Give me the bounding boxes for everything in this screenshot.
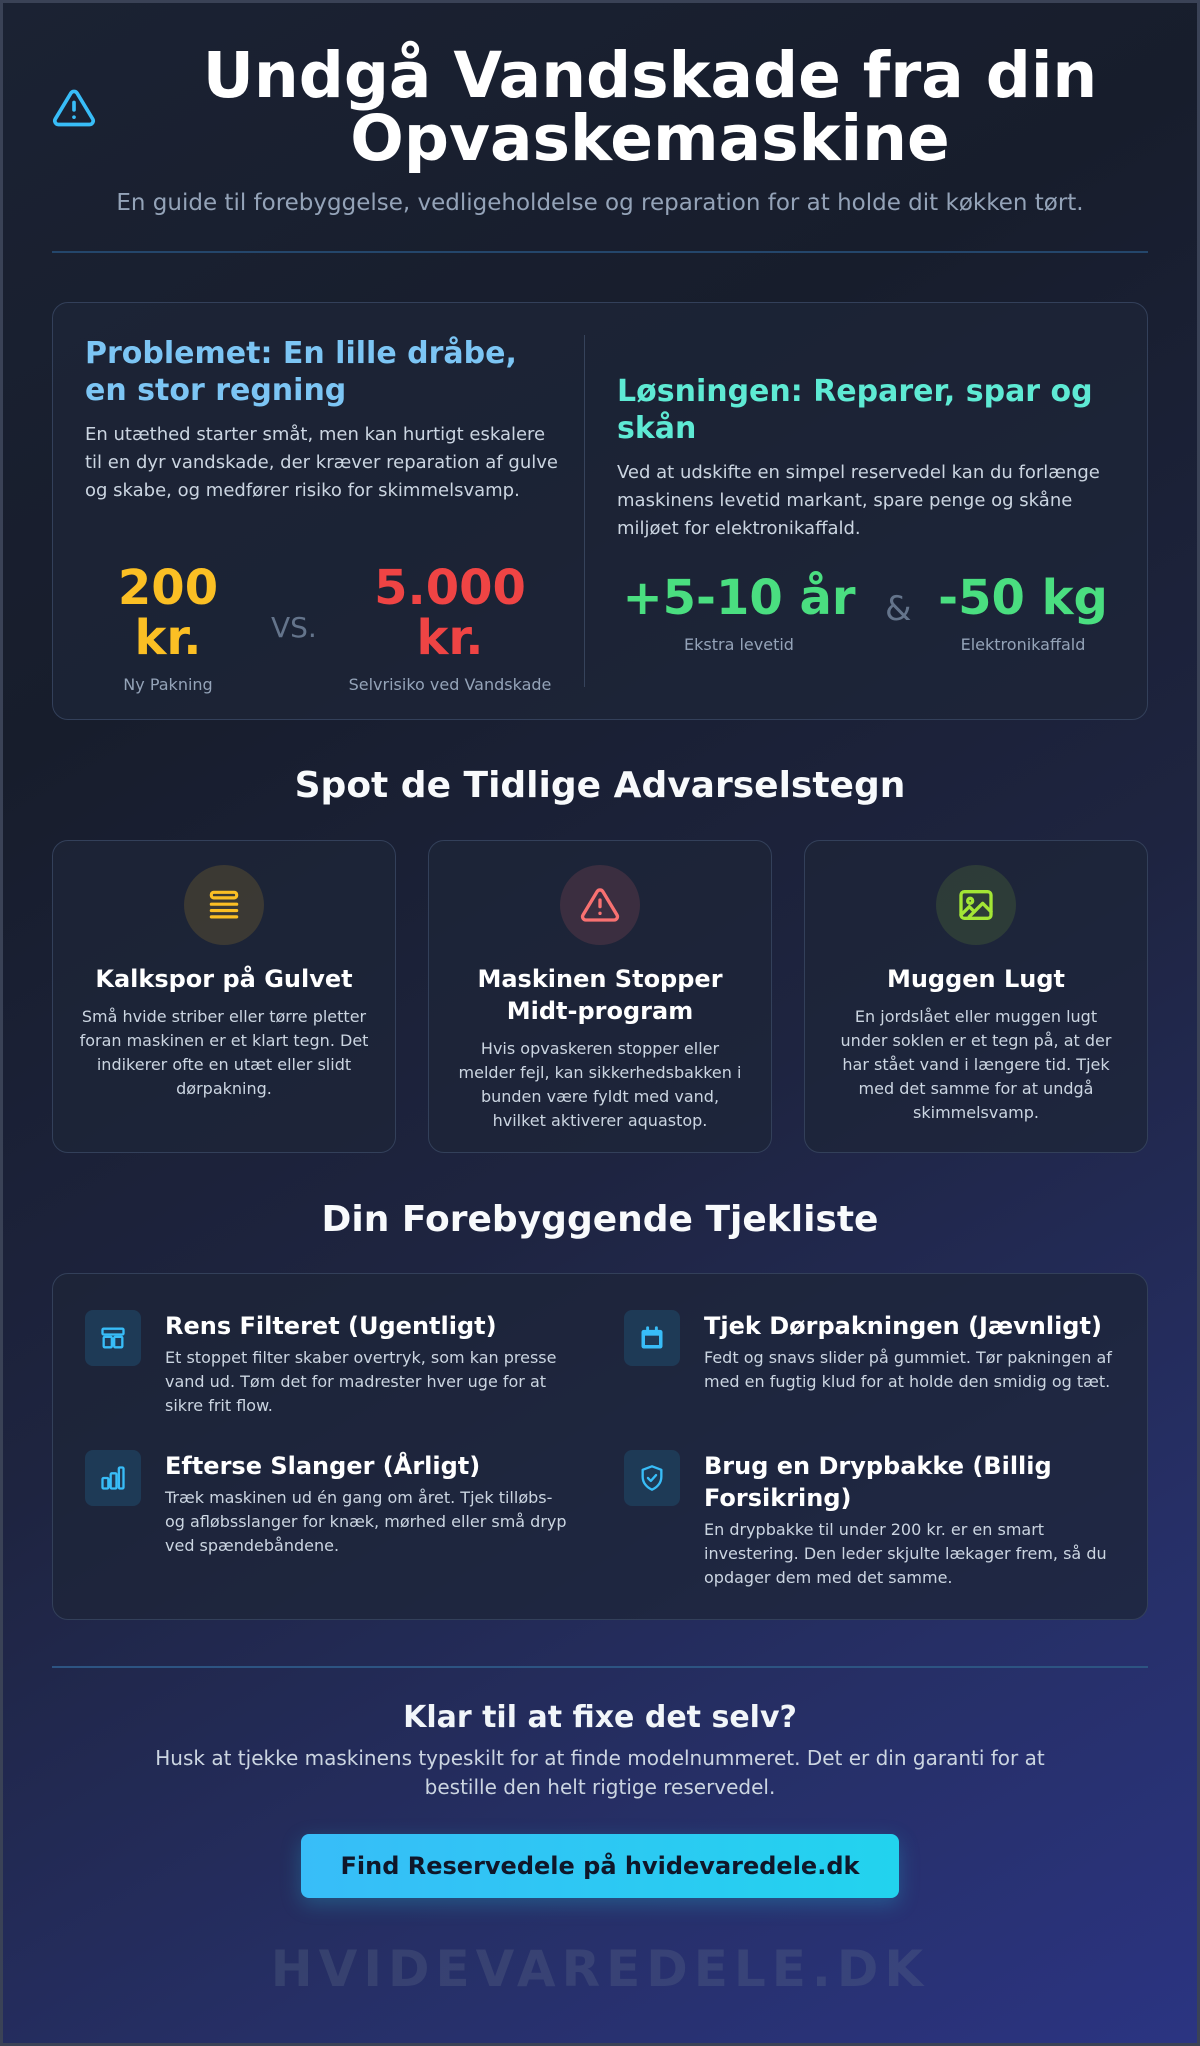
problem-heading: Problemet: En lille dråbe, en stor regning xyxy=(85,336,517,408)
checklist-section-title: Din Forebyggende Tjekliste xyxy=(321,1199,879,1240)
checklist-title: Rens Filteret (Ugentligt) xyxy=(165,1312,497,1340)
warning-card-musty-smell xyxy=(804,840,1148,1153)
warning-text: En jordslået eller muggen lugt under soklen er et tegn på, at der har stået vand i længere tid. Tjek med det samme for at undgå skimmelsvamp. xyxy=(840,1007,1112,1122)
solution-text: Ved at udskifte en simpel reservedel kan du forlænge maskinens levetid markant, spare penge og skåne miljøet for elektronikaffald. xyxy=(617,462,1100,539)
checklist-body xyxy=(165,1450,575,1558)
solution-heading: Løsningen: Reparer, spar og skån xyxy=(617,374,1093,446)
stat-e-waste xyxy=(929,570,1117,654)
cta-title: Klar til at fixe det selv? xyxy=(403,1700,797,1735)
icon-tile xyxy=(624,1450,680,1506)
calendar-icon xyxy=(638,1324,666,1352)
page-title: Undgå Vandskade fra din Opvaskemaskine xyxy=(202,39,1098,175)
checklist-text: Træk maskinen ud én gang om året. Tjek tilløbs- og afløbsslanger for knæk, mørhed eller små dryp ved spændebåndene. xyxy=(165,1488,567,1555)
checklist-title: Efterse Slanger (Årligt) xyxy=(165,1452,481,1480)
stat-label: Ny Pakning xyxy=(123,675,213,694)
stat-value: +5-10 år xyxy=(622,570,856,626)
checklist-title: Tjek Dørpakningen (Jævnligt) xyxy=(704,1312,1102,1340)
icon-circle xyxy=(184,865,264,945)
cta-text: Husk at tjekke maskinens typeskilt for at finde modelnummeret. Det er din garanti for at bestille den helt rigtige reservedel. xyxy=(155,1746,1045,1799)
and-separator: & xyxy=(885,589,912,629)
brand-watermark: HVIDEVAREDELE.DK xyxy=(270,1940,930,1998)
problem-solution-card xyxy=(52,302,1148,720)
icon-circle xyxy=(936,865,1016,945)
filter-icon xyxy=(99,1324,127,1352)
stat-label: Elektronikaffald xyxy=(960,635,1086,654)
warning-triangle-icon xyxy=(52,86,96,130)
column-divider xyxy=(584,335,585,687)
checklist-title: Brug en Drypbakke (Billig Forsikring) xyxy=(704,1452,1052,1512)
warning-card-limescale xyxy=(52,840,396,1153)
icon-tile xyxy=(85,1450,141,1506)
alert-triangle-icon xyxy=(580,885,620,925)
checklist-body xyxy=(704,1450,1114,1590)
checklist-text: Fedt og snavs slider på gummiet. Tør pakningen af med en fugtig klud for at holde den smidig og tæt. xyxy=(704,1348,1112,1391)
infographic xyxy=(52,0,1148,1998)
stat-label: Selvrisiko ved Vandskade xyxy=(348,675,552,694)
stat-label: Ekstra levetid xyxy=(684,635,794,654)
icon-tile xyxy=(85,1310,141,1366)
warning-text: Små hvide striber eller tørre pletter foran maskinen er et klart tegn. Det indikerer ofte en utæt eller slidt dørpakning. xyxy=(79,1007,369,1098)
page-subtitle: En guide til forebyggelse, vedligeholdelse og reparation for at holde dit køkken tørt. xyxy=(116,190,1084,216)
checklist-text: En drypbakke til under 200 kr. er en smart investering. Den leder skjulte lækager frem, så du opdager dem med det samme. xyxy=(704,1520,1107,1587)
warning-text: Hvis opvaskeren stopper eller melder fejl, kan sikkerhedsbakken i bunden være fyldt med vand, hvilket aktiverer aquastop. xyxy=(458,1039,742,1130)
vs-separator: VS. xyxy=(271,611,317,644)
find-spare-parts-button[interactable]: Find Reservedele på hvidevaredele.dk xyxy=(301,1834,899,1898)
stacked-lines-icon xyxy=(205,886,243,924)
checklist-card xyxy=(52,1273,1148,1620)
warning-title: Muggen Lugt xyxy=(886,965,1066,993)
warnings-section-title: Spot de Tidlige Advarselstegn xyxy=(294,765,906,806)
image-icon xyxy=(956,885,996,925)
stat-new-gasket xyxy=(85,560,251,694)
checklist-text: Et stoppet filter skaber overtryk, som kan presse vand ud. Tøm det for madrester hver uge for at sikre frit flow. xyxy=(165,1348,557,1415)
warning-title: Kalkspor på Gulvet xyxy=(95,965,353,993)
bar-chart-icon xyxy=(99,1464,127,1492)
footer-divider xyxy=(52,1666,1148,1668)
stat-value: 5.000 kr. xyxy=(374,560,526,666)
stat-deductible xyxy=(341,560,559,694)
problem-text: En utæthed starter småt, men kan hurtigt eskalere til en dyr vandskade, der kræver reparation af gulve og skabe, og medfører risiko for skimmelsvamp. xyxy=(85,424,558,501)
warning-title: Maskinen Stopper Midt-program xyxy=(477,965,723,1025)
checklist-body xyxy=(704,1310,1114,1394)
checklist-body xyxy=(165,1310,575,1418)
shield-check-icon xyxy=(638,1464,666,1492)
header xyxy=(52,0,1148,253)
warning-card-machine-stops xyxy=(428,840,772,1153)
stat-value: 200 kr. xyxy=(117,560,219,666)
icon-circle xyxy=(560,865,640,945)
icon-tile xyxy=(624,1310,680,1366)
stat-value: -50 kg xyxy=(938,570,1108,626)
stat-extra-lifetime xyxy=(617,570,861,654)
